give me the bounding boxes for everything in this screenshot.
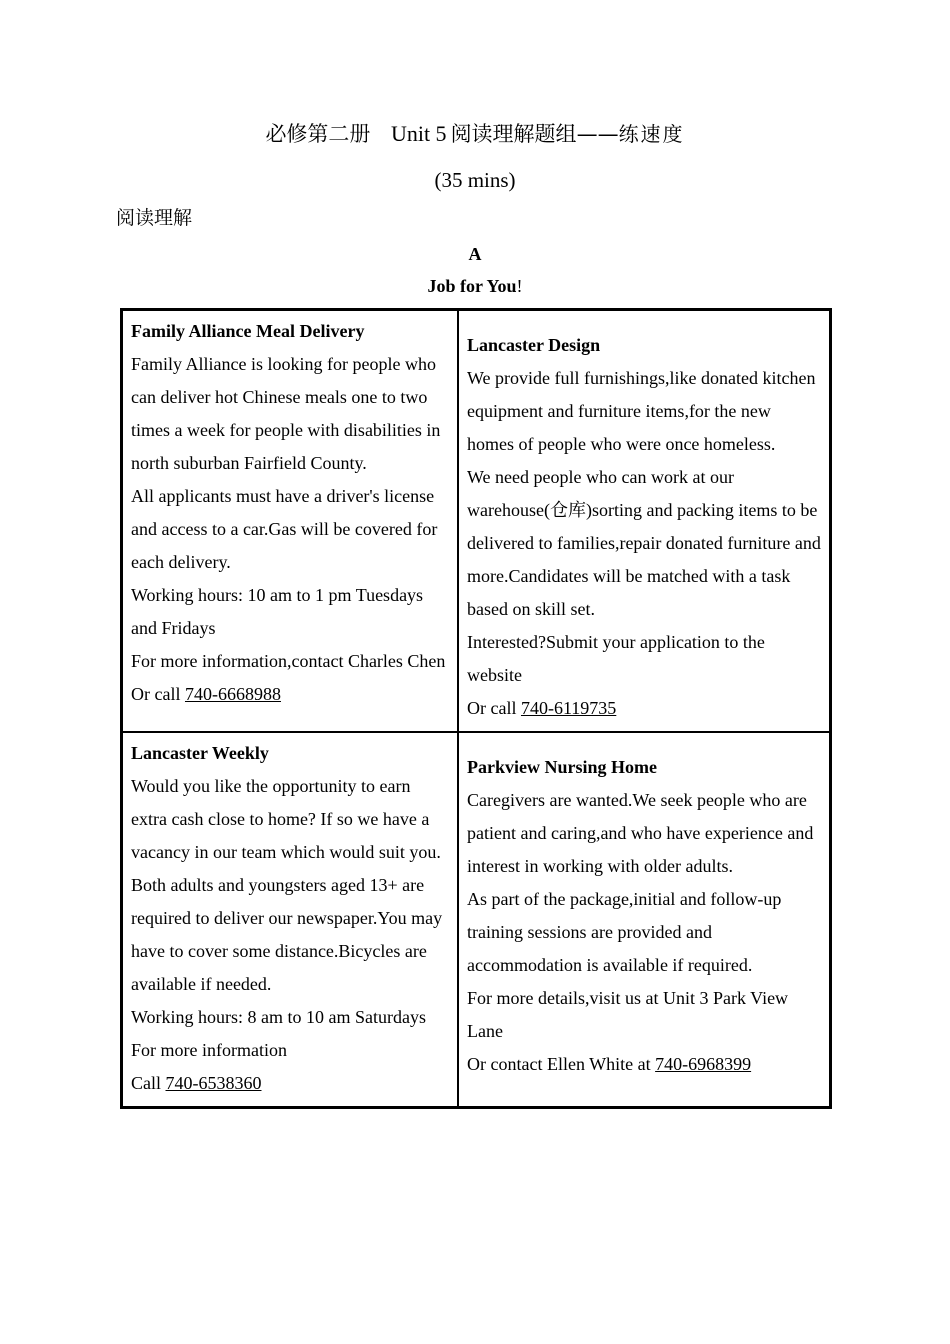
- ad-paragraph: We provide full furnishings,like donated kitchen equipment and furniture items,for the new homes of people who were once homeless.: [467, 368, 816, 454]
- ad-family-alliance: [122, 310, 459, 733]
- passage-heading: [0, 274, 950, 298]
- ad-name: Parkview Nursing Home: [467, 757, 657, 777]
- call-prefix: Or contact Ellen White at: [467, 1054, 656, 1074]
- call-prefix: Or call: [131, 684, 185, 704]
- page-title: [0, 116, 950, 152]
- title-book: 必修第二册: [265, 122, 371, 146]
- ad-paragraph: For more details,visit us at Unit 3 Park View Lane: [467, 988, 789, 1041]
- ad-paragraph: Family Alliance is looking for people who can deliver hot Chinese meals one to two times a week for people with disabilities in north suburban Fairfield County.: [131, 354, 441, 473]
- title-dash: ——: [576, 122, 619, 146]
- passage-heading-mark: !: [516, 276, 523, 296]
- ad-paragraph: For more information,contact Charles Chen: [131, 651, 446, 671]
- passage-heading-text: Job for You: [427, 276, 517, 296]
- ad-name: Lancaster Weekly: [131, 743, 269, 763]
- job-ads-table: [120, 308, 832, 1109]
- ad-paragraph: Working hours: 8 am to 10 am Saturdays: [131, 1007, 427, 1027]
- ad-lancaster-weekly: [122, 732, 459, 1108]
- call-prefix: Or call: [467, 698, 521, 718]
- ad-paragraph: All applicants must have a driver's license and access to a car.Gas will be covered for each delivery.: [131, 486, 438, 572]
- passage-letter: A: [468, 244, 482, 264]
- table-row: [122, 310, 831, 733]
- ad-contact: [131, 1067, 449, 1100]
- ad-contact: [131, 678, 449, 711]
- ad-lancaster-design: [458, 310, 831, 733]
- ad-parkview-nursing-home: [458, 732, 831, 1108]
- ad-name: Lancaster Design: [467, 335, 601, 355]
- ad-paragraph: Both adults and youngsters aged 13+ are required to deliver our newspaper.You may have to cover some distance.Bicycles are available if needed.: [131, 875, 443, 994]
- phone-number: 740-6538360: [165, 1073, 262, 1093]
- ad-contact: [467, 1048, 821, 1081]
- ad-paragraph: For more information: [131, 1040, 287, 1060]
- title-main: 阅读理解题组: [450, 122, 577, 146]
- ad-name: Family Alliance Meal Delivery: [131, 321, 365, 341]
- ad-paragraph: As part of the package,initial and follow-up training sessions are provided and accommodation is available if required.: [467, 889, 782, 975]
- phone-number: 740-6119735: [520, 698, 617, 718]
- ad-paragraph: Interested?Submit your application to the website: [467, 632, 765, 685]
- time-limit: (35 mins): [434, 168, 516, 192]
- ad-paragraph: Caregivers are wanted.We seek people who are patient and caring,and who have experience and interest in working with older adults.: [467, 790, 814, 876]
- phone-number: 740-6668988: [184, 684, 281, 704]
- ad-paragraph: Would you like the opportunity to earn extra cash close to home? If so we have a vacancy in our team which would suit you.: [131, 776, 441, 862]
- table-row: [122, 732, 831, 1108]
- call-prefix: Call: [131, 1073, 166, 1093]
- ad-contact: [467, 692, 821, 725]
- section-heading: 阅读理解: [116, 207, 193, 229]
- ad-paragraph: Working hours: 10 am to 1 pm Tuesdays and Fridays: [131, 585, 424, 638]
- title-suffix: 练速度: [618, 122, 685, 146]
- title-unit: Unit 5: [390, 121, 447, 146]
- ad-paragraph: We need people who can work at our warehouse(仓库)sorting and packing items to be delivered to families,repair donated furniture and more.Candidates will be matched with a task based on skill set.: [467, 467, 821, 619]
- phone-number: 740-6968399: [655, 1054, 752, 1074]
